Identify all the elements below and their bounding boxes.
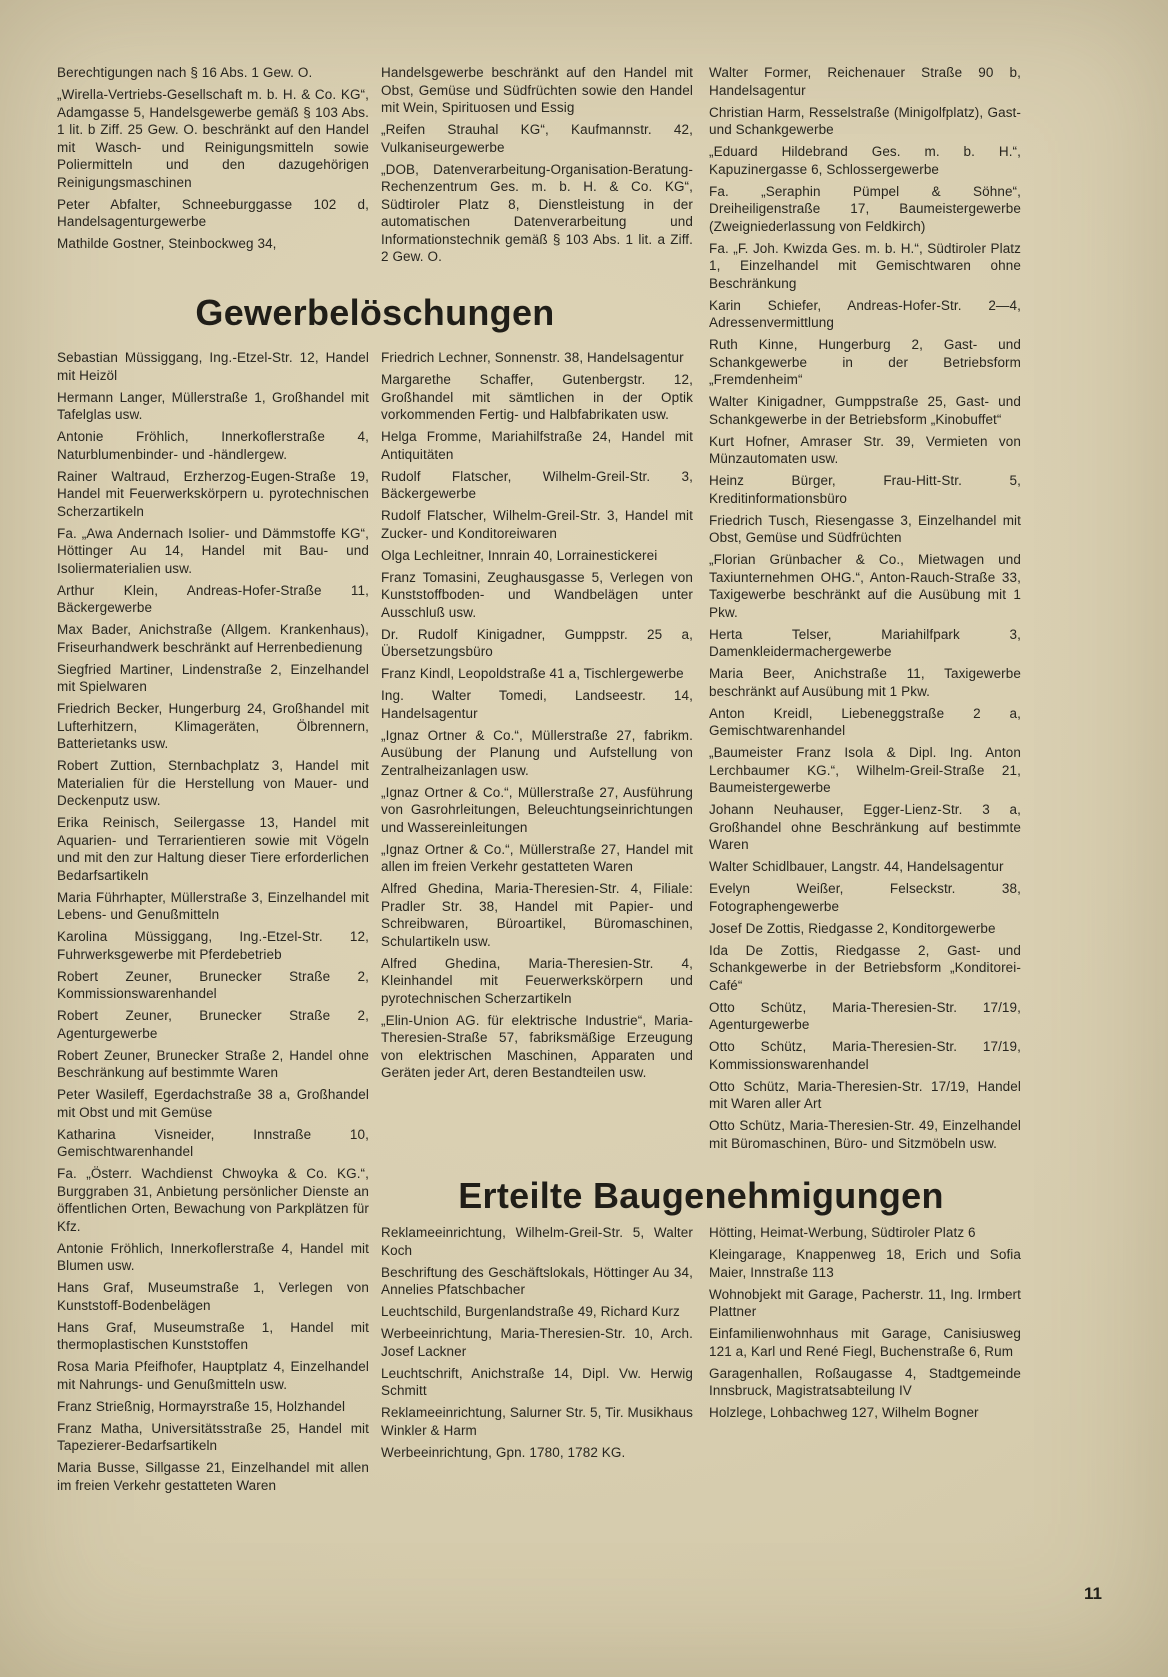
entry: Alfred Ghedina, Maria-Theresien-Str. 4, Filiale: Pradler Str. 38, Handel mit Papier- und Schreibwaren, Büroartikel, Büromaschinen, Schulartikeln usw. xyxy=(381,881,693,949)
baugenehmigungen-heading: Erteilte Baugenehmigungen xyxy=(458,1175,944,1216)
entry: Walter Former, Reichenauer Straße 90 b, Handelsagentur xyxy=(709,65,1021,98)
entry: Handelsgewerbe beschränkt auf den Handel mit Obst, Gemüse und Südfrüchten sowie den Handel mit Wein, Spirituosen und Essig xyxy=(381,65,693,115)
entry: Einfamilienwohnhaus mit Garage, Canisiusweg 121 a, Karl und René Fiegl, Buchenstraße 6, Rum xyxy=(709,1326,1021,1359)
entry: Erika Reinisch, Seilergasse 13, Handel mit Aquarien- und Terrarientieren sowie mit Vögeln und mit den zur Haltung dieser Tiere erforderlichen Bedarfsartikeln xyxy=(57,815,369,883)
gewerbeloeschungen-col1 xyxy=(57,349,369,1499)
entry: Franz Strießnig, Hormayrstraße 15, Holzhandel xyxy=(57,1398,346,1414)
entry: Ruth Kinne, Hungerburg 2, Gast- und Schankgewerbe in der Betriebsform „Fremdenheim“ xyxy=(709,337,1021,387)
entry: „Eduard Hildebrand Ges. m. b. H.“, Kapuzinergasse 6, Schlossergewerbe xyxy=(709,144,1021,177)
entry: „Wirella-Vertriebs-Gesellschaft m. b. H. & Co. KG“, Adamgasse 5, Handelsgewerbe gemäß § 103 Abs. 1 lit. b Ziff. 25 Gew. O. beschränkt auf den Handel mit Wasch- und Reinigungsmitteln sowie Poliermitteln und den dazugehörigen Reinigungsmaschinen xyxy=(57,87,369,190)
entry: Berechtigungen nach § 16 Abs. 1 Gew. O. xyxy=(57,65,313,80)
entry: Werbeeinrichtung, Gpn. 1780, 1782 KG. xyxy=(381,1444,626,1460)
entry: Maria Beer, Anichstraße 11, Taxigewerbe beschränkt auf Ausübung mit 1 Pkw. xyxy=(709,666,1021,699)
entry: Reklameeinrichtung, Wilhelm-Greil-Str. 5, Walter Koch xyxy=(381,1225,693,1258)
entry: Wohnobjekt mit Garage, Pacherstr. 11, Ing. Irmbert Plattner xyxy=(709,1286,1021,1319)
gewerbeloeschungen-heading: Gewerbelöschungen xyxy=(195,292,555,333)
entry: Christian Harm, Resselstraße (Minigolfplatz), Gast- und Schankgewerbe xyxy=(709,104,1021,137)
entry: Karolina Müssiggang, Ing.-Etzel-Str. 12, Fuhrwerksgewerbe mit Pferdebetrieb xyxy=(57,929,369,962)
baugenehmigungen-col2 xyxy=(709,1224,1021,1426)
entry: Helga Fromme, Mariahilfstraße 24, Handel mit Antiquitäten xyxy=(381,429,693,462)
entry: Heinz Bürger, Frau-Hitt-Str. 5, Kreditinformationsbüro xyxy=(709,473,1021,506)
entry: Otto Schütz, Maria-Theresien-Str. 17/19, Agenturgewerbe xyxy=(709,999,1021,1032)
entry: Antonie Fröhlich, Innerkoflerstraße 4, Handel mit Blumen usw. xyxy=(57,1240,369,1273)
continued-section-col1 xyxy=(57,64,369,257)
entry: Rosa Maria Pfeifhofer, Hauptplatz 4, Einzelhandel mit Nahrungs- und Genußmitteln usw. xyxy=(57,1359,369,1392)
entry: Otto Schütz, Maria-Theresien-Str. 17/19, Kommissionswarenhandel xyxy=(709,1039,1021,1072)
entry: Dr. Rudolf Kinigadner, Gumppstr. 25 a, Übersetzungsbüro xyxy=(381,626,693,659)
entry: Fa. „F. Joh. Kwizda Ges. m. b. H.“, Südtiroler Platz 1, Einzelhandel mit Gemischtwaren ohne Beschränkung xyxy=(709,240,1021,291)
entry: Sebastian Müssiggang, Ing.-Etzel-Str. 12, Handel mit Heizöl xyxy=(57,350,369,383)
entry: Arthur Klein, Andreas-Hofer-Straße 11, Bäckergewerbe xyxy=(57,582,369,615)
entry: „DOB, Datenverarbeitung-Organisation-Beratung-Rechenzentrum Ges. m. b. H. & Co. KG“, Südtiroler Platz 8, Dienstleistung in der automatischen Datenverarbeitung und Informationstechnik gemäß § 103 Abs. 1 lit. a Ziff. 2 Gew. O. xyxy=(381,161,693,264)
entry: Fa. „Seraphin Pümpel & Söhne“, Dreiheiligenstraße 17, Baumeistergewerbe (Zweigniederlassung von Feldkirch) xyxy=(709,183,1021,234)
continued-section-col3 xyxy=(709,64,1021,1157)
entry: „Reifen Strauhal KG“, Kaufmannstr. 42, Vulkaniseurgewerbe xyxy=(381,122,693,155)
entry: Olga Lechleitner, Innrain 40, Lorrainestickerei xyxy=(381,547,658,563)
entry: Peter Wasileff, Egerdachstraße 38 a, Großhandel mit Obst und mit Gemüse xyxy=(57,1087,369,1120)
entry: „Florian Grünbacher & Co., Mietwagen und Taxiunternehmen OHG.“, Anton-Rauch-Straße 33, Taxigewerbe beschränkt auf die Ausübung mit 1 Pkw. xyxy=(709,552,1021,620)
entry: Kurt Hofner, Amraser Str. 39, Vermieten von Münzautomaten usw. xyxy=(709,433,1021,466)
entry: Garagenhallen, Roßaugasse 4, Stadtgemeinde Innsbruck, Magistratsabteilung IV xyxy=(709,1365,1021,1398)
entry: Ing. Walter Tomedi, Landseestr. 14, Handelsagentur xyxy=(381,688,693,721)
entry: Mathilde Gostner, Steinbockweg 34, xyxy=(57,236,277,251)
continued-section-col2 xyxy=(381,64,693,270)
entry: Evelyn Weißer, Felseckstr. 38, Fotographengewerbe xyxy=(709,881,1021,914)
entry: Robert Zeuner, Brunecker Straße 2, Agenturgewerbe xyxy=(57,1008,369,1041)
entry: Katharina Visneider, Innstraße 10, Gemischtwarenhandel xyxy=(57,1126,369,1159)
entry: Robert Zeuner, Brunecker Straße 2, Handel ohne Beschränkung auf bestimmte Waren xyxy=(57,1047,369,1080)
entry: Rudolf Flatscher, Wilhelm-Greil-Str. 3, Handel mit Zucker- und Konditoreiwaren xyxy=(381,508,693,541)
entry: Rudolf Flatscher, Wilhelm-Greil-Str. 3, Bäckergewerbe xyxy=(381,468,693,501)
entry: Hötting, Heimat-Werbung, Südtiroler Platz 6 xyxy=(709,1225,976,1240)
entry: Franz Tomasini, Zeughausgasse 5, Verlegen von Kunststoffboden- und Wandbelägen unter Ausschluß usw. xyxy=(381,569,693,620)
entry: „Ignaz Ortner & Co.“, Müllerstraße 27, fabrikm. Ausübung der Planung und Aufstellung von Zentralheizanlagen usw. xyxy=(381,727,693,778)
entry: Friedrich Tusch, Riesengasse 3, Einzelhandel mit Obst, Gemüse und Südfrüchten xyxy=(709,512,1021,545)
entry: Leuchtschild, Burgenlandstraße 49, Richard Kurz xyxy=(381,1304,680,1319)
entry: Walter Kinigadner, Gumppstraße 25, Gast- und Schankgewerbe in der Betriebsform „Kinobuffet“ xyxy=(709,394,1021,427)
entry: Johann Neuhauser, Egger-Lienz-Str. 3 a, Großhandel ohne Beschränkung auf bestimmte Waren xyxy=(709,802,1021,852)
entry: „Baumeister Franz Isola & Dipl. Ing. Anton Lerchbaumer KG.“, Wilhelm-Greil-Straße 21, Baumeistergewerbe xyxy=(709,745,1021,795)
entry: Franz Matha, Universitätsstraße 25, Handel mit Tapezierer-Bedarfsartikeln xyxy=(57,1420,369,1453)
entry: Holzlege, Lohbachweg 127, Wilhelm Bogner xyxy=(709,1405,979,1420)
entry: Beschriftung des Geschäftslokals, Höttinger Au 34, Annelies Pfatschbacher xyxy=(381,1264,693,1297)
entry: Alfred Ghedina, Maria-Theresien-Str. 4, Kleinhandel mit Feuerwerkskörpern und pyrotechnischen Scherzartikeln xyxy=(381,955,693,1006)
entry: Hans Graf, Museumstraße 1, Handel mit thermoplastischen Kunststoffen xyxy=(57,1319,369,1352)
entry: „Ignaz Ortner & Co.“, Müllerstraße 27, Handel mit allen im freien Verkehr gestatteten Waren xyxy=(381,841,693,874)
entry: Otto Schütz, Maria-Theresien-Str. 17/19, Handel mit Waren aller Art xyxy=(709,1078,1021,1111)
entry: Friedrich Lechner, Sonnenstr. 38, Handelsagentur xyxy=(381,350,684,365)
entry: Herta Telser, Mariahilfpark 3, Damenkleidermachergewerbe xyxy=(709,626,1021,659)
entry: Maria Führhapter, Müllerstraße 3, Einzelhandel mit Lebens- und Genußmitteln xyxy=(57,889,369,922)
baugenehmigungen-col1 xyxy=(381,1224,693,1466)
entry: Leuchtschrift, Anichstraße 14, Dipl. Vw. Herwig Schmitt xyxy=(381,1365,693,1398)
entry: Max Bader, Anichstraße (Allgem. Krankenhaus), Friseurhandwerk beschränkt auf Herrenbedienung xyxy=(57,622,369,655)
entry: Margarethe Schaffer, Gutenbergstr. 12, Großhandel mit sämtlichen in der Optik vorkommenden Fertig- und Halbfabrikaten usw. xyxy=(381,372,693,422)
entry: Fa. „Awa Andernach Isolier- und Dämmstoffe KG“, Höttinger Au 14, Handel mit Bau- und Isoliermaterialien usw. xyxy=(57,525,369,576)
entry: „Ignaz Ortner & Co.“, Müllerstraße 27, Ausführung von Gasrohrleitungen, Beleuchtungseinrichtungen und Wassereinleitungen xyxy=(381,784,693,835)
entry: Reklameeinrichtung, Salurner Str. 5, Tir. Musikhaus Winkler & Harm xyxy=(381,1405,693,1438)
entry: Josef De Zottis, Riedgasse 2, Konditorgewerbe xyxy=(709,920,996,936)
entry: Rainer Waltraud, Erzherzog-Eugen-Straße 19, Handel mit Feuerwerkskörpern u. pyrotechnischen Scherzartikeln xyxy=(57,468,369,519)
entry: Kleingarage, Knappenweg 18, Erich und Sofia Maier, Innstraße 113 xyxy=(709,1247,1021,1280)
entry: Anton Kreidl, Liebeneggstraße 2 a, Gemischtwarenhandel xyxy=(709,705,1021,738)
entry: Fa. „Österr. Wachdienst Chwoyka & Co. KG.“, Burggraben 31, Anbietung persönlicher Dienste an öffentlichen Orten, Bewachung von Parkplätzen für Kfz. xyxy=(57,1166,369,1234)
entry: Hermann Langer, Müllerstraße 1, Großhandel mit Tafelglas usw. xyxy=(57,389,369,422)
entry: Maria Busse, Sillgasse 21, Einzelhandel mit allen im freien Verkehr gestatteten Waren xyxy=(57,1460,369,1493)
entry: Karin Schiefer, Andreas-Hofer-Str. 2—4, Adressenvermittlung xyxy=(709,297,1021,330)
entry: Hans Graf, Museumstraße 1, Verlegen von Kunststoff-Bodenbelägen xyxy=(57,1280,369,1313)
entry: Franz Kindl, Leopoldstraße 41 a, Tischlergewerbe xyxy=(381,666,684,681)
entry: „Elin-Union AG. für elektrische Industrie“, Maria-Theresien-Straße 57, fabriksmäßige Erzeugung von elektrischen Maschinen, Apparaten und Geräten jeder Art, deren Bestandteilen usw. xyxy=(381,1012,693,1080)
entry: Werbeeinrichtung, Maria-Theresien-Str. 10, Arch. Josef Lackner xyxy=(381,1326,693,1359)
entry: Otto Schütz, Maria-Theresien-Str. 49, Einzelhandel mit Büromaschinen, Büro- und Sitzmöbeln usw. xyxy=(709,1118,1021,1151)
entry: Antonie Fröhlich, Innerkoflerstraße 4, Naturblumenbinder- und -händlergew. xyxy=(57,429,369,462)
page-number: 11 xyxy=(1084,1584,1102,1603)
entry: Ida De Zottis, Riedgasse 2, Gast- und Schankgewerbe in der Betriebsform „Konditorei-Café“ xyxy=(709,942,1021,993)
entry: Peter Abfalter, Schneeburggasse 102 d, Handelsagenturgewerbe xyxy=(57,196,369,229)
gewerbeloeschungen-col2 xyxy=(381,349,693,1086)
entry: Friedrich Becker, Hungerburg 24, Großhandel mit Lufterhitzern, Klimageräten, Ölbrennern, Batterietanks usw. xyxy=(57,701,369,751)
entry: Walter Schidlbauer, Langstr. 44, Handelsagentur xyxy=(709,859,1004,874)
entry: Robert Zeuner, Brunecker Straße 2, Kommissionswarenhandel xyxy=(57,968,369,1001)
entry: Robert Zuttion, Sternbachplatz 3, Handel mit Materialien für die Herstellung von Mauer- und Deckenputz usw. xyxy=(57,758,369,808)
entry: Siegfried Martiner, Lindenstraße 2, Einzelhandel mit Spielwaren xyxy=(57,661,369,694)
